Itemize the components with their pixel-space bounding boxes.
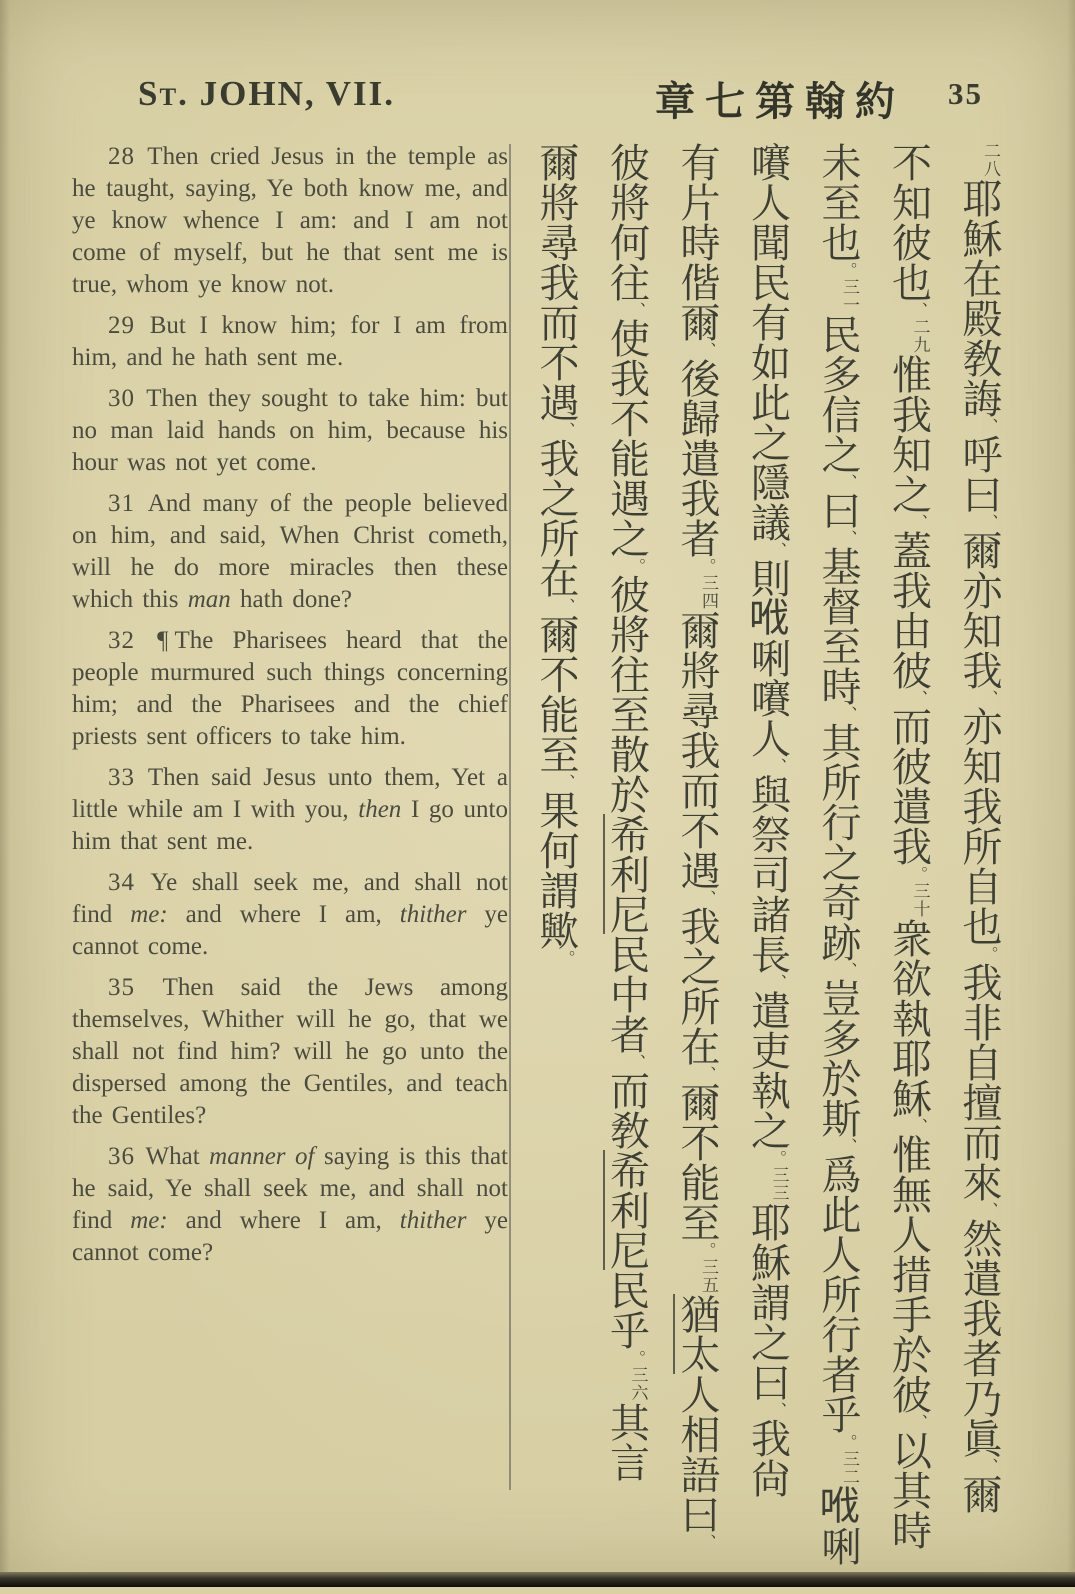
chinese-column: 爾將尋我而不遇、我之所在、爾不能至、果何謂歟。 [534, 142, 579, 966]
cjk-punctuation: 。 [980, 946, 997, 962]
cjk-punctuation: 。 [698, 558, 715, 574]
verse-number: 33 [108, 764, 148, 791]
verse-number: 29 [108, 312, 150, 339]
verse-number-marker: 二八 [981, 142, 1000, 178]
verse-text: ye cannot come? [72, 1207, 508, 1266]
verse-paragraph [72, 1141, 508, 1269]
verse-text: Then said the Jews among themselves, Whither will he go, that we shall not find him? will he go unto the dispersed among the Gentiles, and teach the Gentiles? [72, 974, 508, 1129]
english-text-column [72, 141, 508, 1278]
cjk-punctuation: 、 [698, 1534, 715, 1550]
verse-text: and where I am, [167, 1207, 400, 1234]
verse-number-marker: 三三 [769, 1166, 789, 1202]
cjk-punctuation: 、 [768, 974, 786, 990]
verse-text: saying is this that he said, Ye shall seek me, and shall not find [72, 1143, 509, 1234]
cjk-punctuation: 。 [557, 950, 574, 966]
chinese-text-section [518, 142, 1014, 1594]
scan-edge-right [1067, 0, 1075, 1587]
cjk-punctuation: 、 [909, 1118, 927, 1134]
cjk-punctuation: 、 [980, 418, 997, 434]
cjk-punctuation: 、 [557, 422, 574, 438]
cjk-punctuation: 、 [557, 598, 574, 614]
verse-text: and where I am, [167, 901, 400, 928]
chinese-column: 未至也。三一民多信之、曰、基督至時、其所行之奇跡、豈多於斯、爲此人所行者乎。三二𠲎唎 [816, 142, 861, 1566]
verse-text: hath done? [230, 586, 353, 613]
italic-word: thither [399, 901, 467, 928]
pilcrow-mark: ¶ [157, 627, 169, 654]
scan-edge-bottom [0, 1572, 1075, 1587]
italic-word: thither [399, 1207, 467, 1234]
verse-paragraph [72, 625, 508, 753]
italic-word: me: [130, 1207, 168, 1234]
verse-paragraph [72, 762, 508, 858]
running-head-english: St. JOHN, VII. [138, 74, 395, 113]
verse-text: But I know him; for I am from him, and he hath sent me. [72, 312, 509, 371]
verse-paragraph [72, 383, 508, 479]
verse-number-marker: 三十 [910, 882, 930, 918]
cjk-punctuation: 、 [839, 1138, 856, 1154]
cjk-punctuation: 、 [980, 690, 997, 706]
verse-number-marker: 三五 [699, 1258, 718, 1294]
cjk-punctuation: 、 [768, 1402, 786, 1418]
verse-text: Then cried Jesus in the temple as he taught, saying, Ye both know me, and ye know whence I am: and I am not come of myself, but he that sent me is true, whom ye know not. [72, 143, 508, 298]
italic-word: manner of [209, 1143, 315, 1170]
cjk-punctuation: 、 [909, 514, 927, 530]
verse-paragraph [72, 141, 508, 301]
chinese-column: 彼將何往、使我不能遇之。彼將往至散於希利尼民中者、而敎希利尼民乎。三六其言 [604, 142, 650, 1482]
cjk-punctuation: 、 [909, 302, 927, 318]
cjk-punctuation: 、 [839, 474, 856, 490]
cjk-punctuation: 、 [698, 890, 715, 906]
verse-number: 36 [108, 1143, 146, 1170]
proper-name-mark: 希利尼 [604, 1150, 650, 1270]
cjk-punctuation: 、 [839, 962, 856, 978]
verse-number: 28 [108, 143, 148, 170]
verse-text: What [145, 1143, 210, 1170]
verse-number: 34 [108, 869, 151, 896]
proper-name-mark: 猶太 [675, 1294, 720, 1374]
cjk-punctuation: 。 [839, 262, 856, 278]
chinese-column: 二八耶穌在殿敎誨、呼曰、爾亦知我、亦知我所自也。我非自擅而來、然遣我者乃眞、爾 [957, 142, 1002, 1514]
verse-text: Then said Jesus unto them, Yet a little while am I with you, [72, 764, 508, 823]
cjk-punctuation: 、 [909, 690, 927, 706]
verse-number-marker: 三二 [840, 1450, 859, 1486]
verse-number: 30 [108, 385, 147, 412]
italic-word: man [187, 586, 231, 613]
chinese-column: 㘔人聞民有如此之隱議、則𠲎唎㘔人、與祭司諸長、遣吏執之。三三耶穌謂之曰、我尙 [745, 142, 791, 1498]
scan-edge-left [0, 0, 10, 1587]
verse-paragraph [72, 488, 508, 616]
cjk-punctuation: 。 [909, 866, 927, 882]
running-head-chinese: 章七第翰約 [655, 79, 905, 124]
chinese-column: 不知彼也、二九惟我知之、蓋我由彼、而彼遣我。三十衆欲執耶穌、惟無人措手於彼、以其時 [886, 142, 932, 1550]
cjk-punctuation: 、 [768, 758, 786, 774]
proper-name-mark: 希利尼 [604, 814, 650, 934]
cjk-punctuation: 、 [980, 1202, 997, 1218]
cjk-punctuation: 、 [627, 302, 645, 318]
verse-number-marker: 三一 [840, 278, 859, 314]
cjk-punctuation: 、 [909, 1414, 927, 1430]
verse-number-marker: 三四 [699, 574, 718, 610]
verse-paragraph [72, 972, 508, 1132]
verse-text: And many of the people believed on him, and said, When Christ cometh, will he do more miracles then these which this [72, 490, 508, 613]
chinese-column: 有片時偕爾、後歸遣我者。三四爾將尋我而不遇、我之所在、爾不能至。三五猶太人相語曰、 [675, 142, 720, 1550]
verse-paragraph [72, 867, 508, 963]
cjk-punctuation: 、 [768, 542, 786, 558]
italic-word: then [358, 796, 402, 823]
cjk-punctuation: 。 [698, 1242, 715, 1258]
verse-number: 35 [108, 974, 163, 1001]
verse-paragraph [72, 310, 508, 374]
column-divider-rule [509, 144, 511, 1490]
cjk-punctuation: 、 [980, 514, 997, 530]
cjk-punctuation: 。 [768, 1150, 786, 1166]
cjk-punctuation: 、 [698, 1066, 715, 1082]
cjk-punctuation: 、 [980, 1458, 997, 1474]
verse-number-marker: 三六 [628, 1366, 648, 1402]
verse-text: The Pharisees heard that the people murmured such things concerning him; and the Pharisees and the chief priests sent officers to take him. [72, 627, 508, 750]
verse-text: Ye shall seek me, and shall not find [72, 869, 509, 928]
verse-number: 32 [108, 627, 156, 654]
verse-text: ye cannot come. [72, 901, 508, 960]
cjk-punctuation: 、 [839, 706, 856, 722]
verse-number-marker: 二九 [910, 318, 930, 354]
cjk-punctuation: 、 [557, 774, 574, 790]
cjk-punctuation: 、 [698, 342, 715, 358]
cjk-punctuation: 。 [627, 1350, 645, 1366]
verse-text: I go unto him that sent me. [72, 796, 508, 855]
verse-number: 31 [108, 490, 148, 517]
page-number: 35 [948, 76, 983, 111]
cjk-punctuation: 、 [627, 1054, 645, 1070]
cjk-punctuation: 。 [627, 558, 645, 574]
cjk-punctuation: 、 [839, 530, 856, 546]
italic-word: me: [130, 901, 168, 928]
verse-text: Then they sought to take him: but no man laid hands on him, because his hour was not yet come. [72, 385, 509, 476]
cjk-punctuation: 。 [839, 1434, 856, 1450]
